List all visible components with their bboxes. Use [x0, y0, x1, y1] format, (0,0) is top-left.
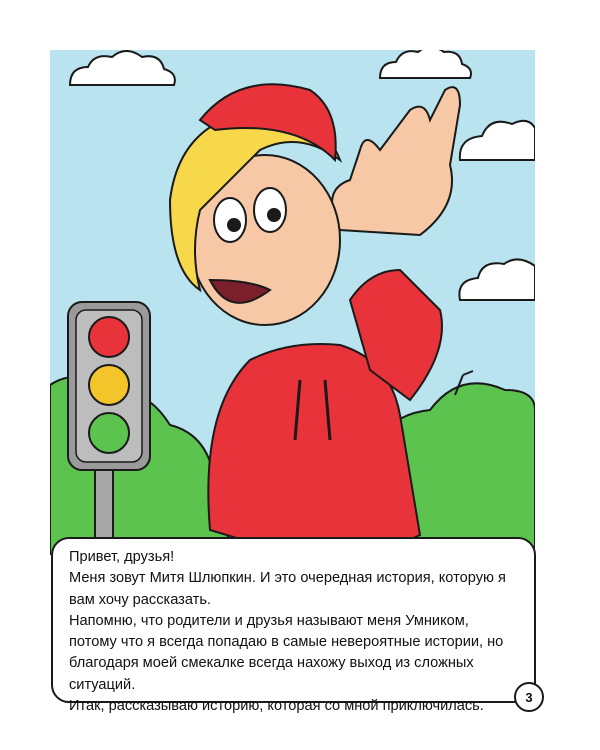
story-text-box [51, 537, 536, 715]
greeting-text: Привет, друзья! [69, 549, 175, 565]
intro-text: Меня зовут Митя Шлюпкин. И это очередная история, которую я вам хочу рассказать. [69, 570, 506, 608]
closing-text: Итак, рассказываю историю, которая со мной приключилась. [69, 698, 484, 715]
page-number: 3 [514, 682, 544, 712]
illustration [50, 50, 535, 555]
yellow-light [89, 365, 129, 405]
green-light [89, 413, 129, 453]
reminder-text: Напомню, что родители и друзья называют меня Умником, потому что я всегда попадаю в самые невероятные истории, но благодаря моей смекалке всегда нахожу выход из сложных ситуаций. [69, 612, 504, 693]
red-light [89, 317, 129, 357]
